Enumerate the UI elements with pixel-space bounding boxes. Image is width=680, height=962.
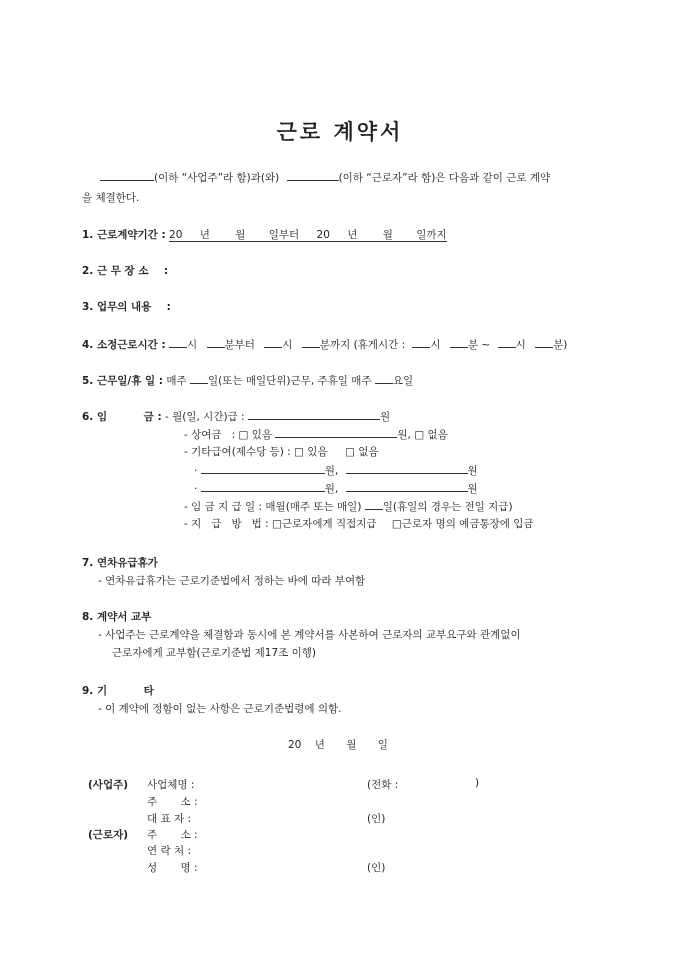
other-pay-yes-label: 있음 [307, 446, 328, 458]
start-year: 20 [169, 229, 183, 241]
section-5-label: 5. 근무일/휴 일 : [82, 375, 164, 387]
employee-seal: (인) [367, 862, 386, 874]
break-start-hour-blank[interactable] [412, 336, 430, 348]
date-month-unit: 월 [346, 739, 357, 751]
date-year-unit: 년 [314, 739, 325, 751]
section-9-label: 9. 기 타 [82, 685, 154, 697]
workdays-blank[interactable] [190, 372, 208, 384]
weekly-holiday-blank[interactable] [375, 372, 393, 384]
end-minute-blank[interactable] [302, 336, 320, 348]
intro-employer-text: (이하 “사업주”라 함)과(와) [154, 172, 280, 184]
employee-address-label: 주 소 : [147, 829, 198, 841]
section-5-workdays [82, 372, 413, 388]
employer-name-blank[interactable] [100, 169, 154, 181]
employee-name-blank[interactable] [287, 169, 339, 181]
won-unit: 원, [324, 465, 339, 477]
start-minute-blank[interactable] [207, 336, 225, 348]
company-name-label: 사업체명 : [147, 779, 195, 791]
break-start-hour-unit: 시 [430, 339, 441, 351]
section-3-duties [82, 299, 171, 314]
section-3-colon: : [166, 301, 171, 313]
other-pay-row [184, 444, 379, 459]
section-9-text: - 이 계약에 정함이 없는 사항은 근로기준법령에 의함. [98, 703, 342, 715]
start-hour-blank[interactable] [169, 336, 187, 348]
section-2-workplace [82, 263, 168, 278]
phone-label: (전화 : [367, 779, 399, 791]
date-year: 20 [288, 739, 302, 751]
bonus-yes-label: 있음 [251, 429, 273, 441]
section-8-label: 8. 계약서 교부 [82, 611, 152, 623]
break-end-hour-unit: 시 [515, 339, 526, 351]
employer-seal: (인) [367, 813, 386, 825]
bonus-no-label: 없음 [427, 429, 448, 441]
start-year-unit: 년 [199, 229, 210, 241]
bullet-dot: · [194, 483, 198, 495]
bonus-won-unit: 원, [397, 429, 411, 441]
employer-heading: (사업주) [88, 779, 129, 791]
bank-deposit-label: 근로자 명의 예금통장에 입금 [401, 518, 534, 530]
start-day-unit: 일부터 [268, 229, 300, 241]
section-2-label: 2. 근 무 장 소 [82, 265, 149, 277]
contract-period-field[interactable] [169, 229, 447, 242]
contract-date [288, 737, 388, 752]
other-pay-2a-blank[interactable] [201, 480, 325, 492]
weekly-holiday-unit: 요일 [392, 375, 414, 387]
other-pay-no-label: 없음 [358, 446, 379, 458]
employee-contact-label: 연 락 처 : [147, 845, 191, 857]
section-4-working-hours [82, 336, 567, 352]
section-2-colon: : [163, 265, 169, 277]
start-month-unit: 월 [235, 229, 246, 241]
payment-method-row [184, 516, 534, 531]
section-1-label: 1. 근로계약기간 : [82, 229, 166, 241]
payday-label: - 임 금 지 급 일 : 매월(매주 또는 매일) [184, 501, 362, 513]
other-pay-1b-blank[interactable] [346, 462, 468, 474]
section-7-label: 7. 연차유급휴가 [82, 557, 158, 569]
payday-text: 일(휴일의 경우는 전일 지급) [382, 501, 513, 513]
section-8-line-2: 근로자에게 교부함(근로기준법 제17조 이행) [112, 647, 316, 659]
break-end-minute-unit: 분) [553, 339, 568, 351]
won-unit: 원 [467, 483, 478, 495]
date-day-unit: 일 [377, 739, 388, 751]
direct-payment-checkbox[interactable]: □ [271, 518, 282, 530]
section-7-text: - 연차유급휴가는 근로기준법에서 정하는 바에 따라 부여함 [98, 575, 366, 587]
employee-heading: (근로자) [88, 829, 129, 841]
end-minute-unit: 분까지 (휴게시간 : [319, 339, 406, 351]
phone-close-paren: ) [475, 777, 480, 789]
other-pay-item-1 [194, 462, 478, 478]
employee-name-label: 성 명 : [147, 862, 198, 874]
bonus-yes-checkbox[interactable]: □ [238, 429, 249, 441]
section-6-label: 6. 임 금 : [82, 411, 162, 423]
payday-blank[interactable] [365, 498, 383, 510]
other-pay-item-2 [194, 480, 478, 496]
page-title: 근로 계약서 [276, 120, 404, 144]
end-hour-blank[interactable] [264, 336, 282, 348]
end-year: 20 [316, 229, 330, 241]
bullet-dot: · [194, 465, 198, 477]
break-end-minute-blank[interactable] [535, 336, 553, 348]
bonus-no-checkbox[interactable]: □ [414, 429, 425, 441]
bonus-amount-blank[interactable] [275, 426, 397, 438]
payday-row [184, 498, 513, 514]
wage-won-unit: 원 [379, 411, 391, 423]
break-start-minute-blank[interactable] [450, 336, 468, 348]
other-pay-2b-blank[interactable] [346, 480, 468, 492]
intro-line-1 [100, 169, 550, 185]
other-pay-1a-blank[interactable] [201, 462, 325, 474]
section-8-line-1: - 사업주는 근로계약을 체결함과 동시에 본 계약서를 사본하여 근로자의 교부요구와 관계없이 [98, 629, 521, 641]
section-3-label: 3. 업무의 내용 [82, 301, 152, 313]
employer-address-label: 주 소 : [147, 796, 198, 808]
end-day-unit: 일까지 [416, 229, 447, 241]
ceo-label: 대 표 자 : [147, 813, 191, 825]
start-minute-unit: 분부터 [224, 339, 255, 351]
workdays-text: 일(또는 매일단위)근무, 주휴일 매주 [208, 375, 372, 387]
break-start-minute-unit: 분 ~ [467, 339, 491, 351]
end-month-unit: 월 [382, 229, 393, 241]
wage-amount-blank[interactable] [248, 408, 380, 420]
intro-line-2: 을 체결한다. [82, 192, 140, 204]
start-hour-unit: 시 [187, 339, 198, 351]
weekly-label: 매주 [166, 375, 187, 387]
won-unit: 원 [467, 465, 478, 477]
section-4-label: 4. 소정근로시간 : [82, 339, 166, 351]
other-pay-yes-checkbox[interactable]: □ [294, 446, 304, 458]
bank-deposit-checkbox[interactable]: □ [391, 518, 402, 530]
direct-payment-label: 근로자에게 직접지급 [281, 518, 377, 530]
payment-method-label: - 지 급 방 법 : [184, 518, 269, 530]
break-end-hour-blank[interactable] [498, 336, 516, 348]
end-hour-unit: 시 [282, 339, 293, 351]
bonus-row [184, 426, 448, 442]
wage-label: - 월(일, 시간)급 : [165, 411, 245, 423]
other-pay-no-checkbox[interactable]: □ [344, 446, 355, 458]
other-pay-label: - 기타급여(제수당 등) : [184, 446, 291, 458]
section-6-wage [82, 408, 390, 424]
end-year-unit: 년 [347, 229, 358, 241]
bonus-label: - 상여금 : [184, 429, 236, 441]
section-1-contract-period [82, 227, 447, 242]
won-unit: 원, [324, 483, 339, 495]
intro-employee-text: (이하 “근로자”라 함)은 다음과 같이 근로 계약 [338, 172, 551, 184]
